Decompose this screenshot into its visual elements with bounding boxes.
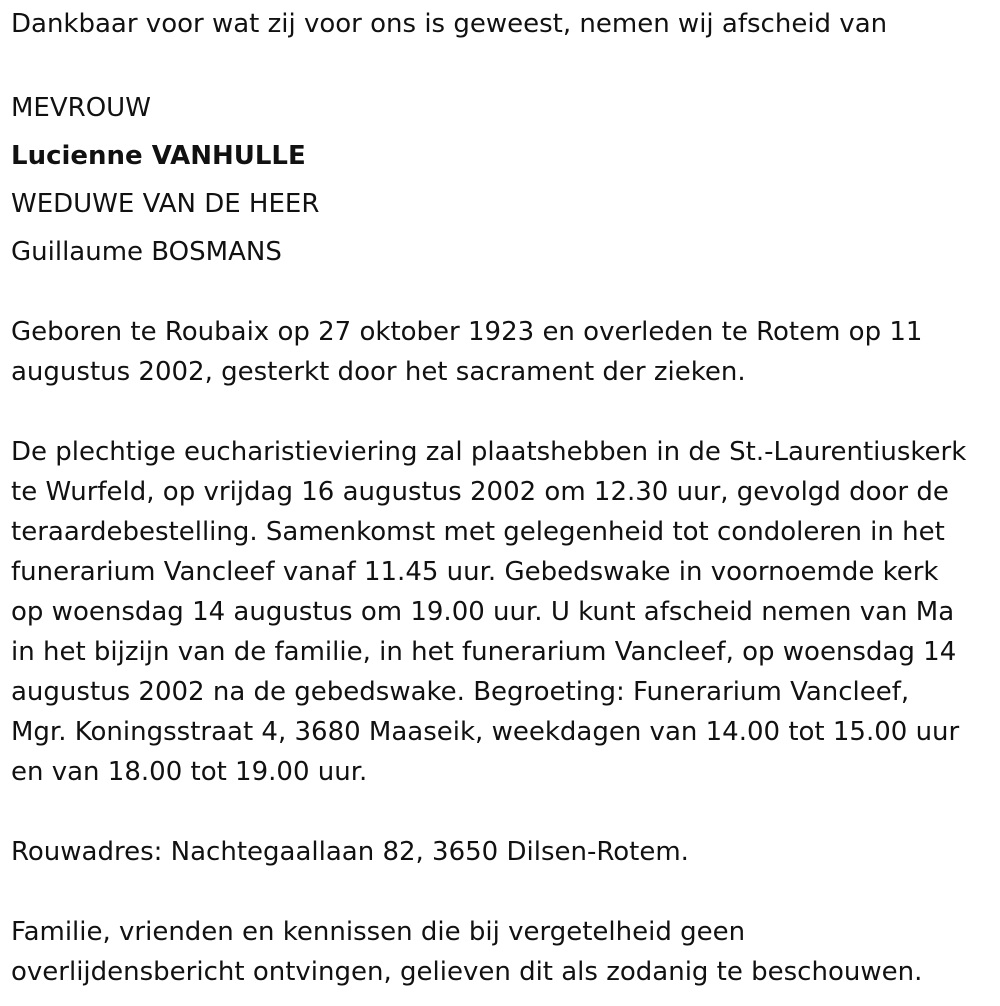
spacer: [11, 44, 991, 84]
ceremony-line: Mgr. Koningsstraat 4, 3680 Maaseik, weekdagen van 14.00 tot 15.00 uur: [11, 717, 960, 747]
ceremony-line: funerarium Vancleef vanaf 11.45 uur. Gebedswake in voornoemde kerk: [11, 557, 939, 587]
mourning-address: Rouwadres: Nachtegaallaan 82, 3650 Dilsen-Rotem.: [11, 837, 689, 867]
birth-death-line: Geboren te Roubaix op 27 oktober 1923 en overleden te Rotem op 11: [11, 317, 923, 347]
spouse-name: Guillaume BOSMANS: [11, 237, 282, 267]
closing-paragraph: [11, 912, 991, 992]
ceremony-line: op woensdag 14 augustus om 19.00 uur. U kunt afscheid nemen van Ma: [11, 597, 955, 627]
closing-line: overlijdensbericht ontvingen, gelieven dit als zodanig te beschouwen.: [11, 957, 923, 987]
ceremony-paragraph: [11, 432, 991, 792]
honorific: MEVROUW: [11, 93, 151, 123]
ceremony-line: in het bijzijn van de familie, in het funerarium Vancleef, op woensdag 14: [11, 637, 957, 667]
birth-death-line: augustus 2002, gesterkt door het sacrament der zieken.: [11, 357, 746, 387]
widow-of: WEDUWE VAN DE HEER: [11, 189, 320, 219]
ceremony-line: en van 18.00 tot 19.00 uur.: [11, 757, 368, 787]
obituary-document: [11, 4, 991, 992]
spacer: [11, 392, 991, 432]
closing-line: Familie, vrienden en kennissen die bij vergetelheid geen: [11, 917, 746, 947]
spacer: [11, 872, 991, 912]
ceremony-line: De plechtige eucharistieviering zal plaatshebben in de St.-Laurentiuskerk: [11, 437, 967, 467]
spacer: [11, 792, 991, 832]
intro-text: Dankbaar voor wat zij voor ons is geweest, nemen wij afscheid van: [11, 9, 888, 39]
ceremony-line: augustus 2002 na de gebedswake. Begroeting: Funerarium Vancleef,: [11, 677, 910, 707]
deceased-name: Lucienne VANHULLE: [11, 141, 306, 171]
spacer: [11, 276, 991, 312]
ceremony-line: teraardebestelling. Samenkomst met gelegenheid tot condoleren in het: [11, 517, 945, 547]
ceremony-line: te Wurfeld, op vrijdag 16 augustus 2002 om 12.30 uur, gevolgd door de: [11, 477, 949, 507]
birth-death-paragraph: [11, 312, 991, 392]
